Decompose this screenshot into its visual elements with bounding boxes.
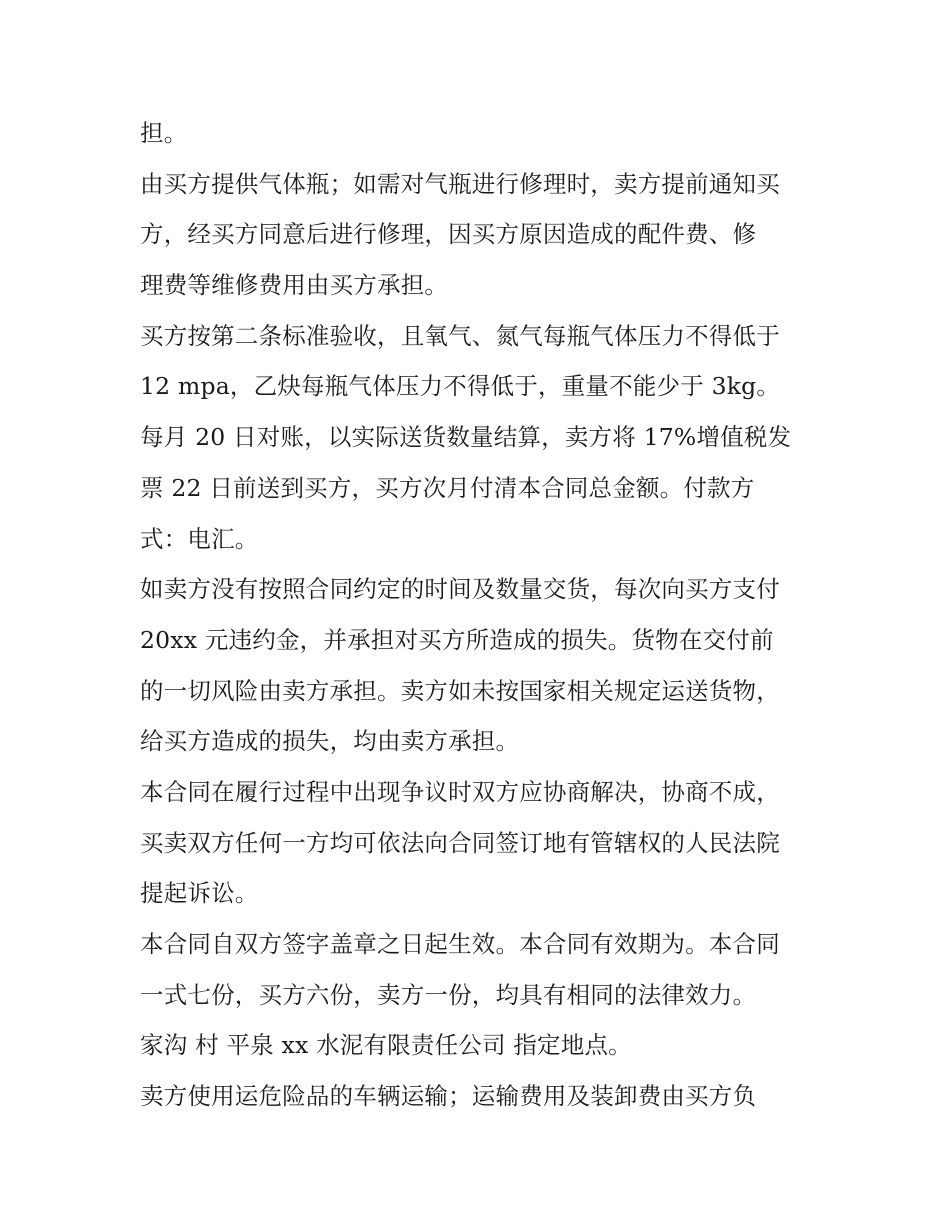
document-body [140,108,820,1122]
text-line: 给买方造成的损失，均由卖方承担。 [140,727,520,756]
text-line: 卖方使用运危险品的车辆运输；运输费用及装卸费由买方负 [140,1082,757,1111]
text-line: 20xx 元违约金，并承担对买方所造成的损失。货物在交付前 [140,625,774,654]
text-line: 的一切风险由卖方承担。卖方如未按国家相关规定运送货物， [140,676,780,705]
text-line: 如卖方没有按照合同约定的时间及数量交货，每次向买方支付 [140,575,780,604]
text-line: 买卖双方任何一方均可依法向合同签订地有管辖权的人民法院 [140,828,780,857]
text-line: 提起诉讼。 [140,879,259,908]
text-line: 方，经买方同意后进行修理，因买方原因造成的配件费、修 [140,220,757,249]
text-line: 理费等维修费用由买方承担。 [140,271,449,300]
text-line: 担。 [140,119,188,147]
text-line: 买方按第二条标准验收，且氧气、氮气每瓶气体压力不得低于 [140,321,780,350]
text-line: 本合同在履行过程中出现争议时双方应协商解决，协商不成， [140,777,780,806]
text-line: 式：电汇。 [140,524,259,553]
text-line: 12 mpa，乙炔每瓶气体压力不得低于，重量不能少于 3kg。 [140,372,781,401]
text-line: 票 22 日前送到买方，买方次月付清本合同总金额。付款方 [140,473,755,502]
text-line: 家沟 村 平泉 xx 水泥有限责任公司 指定地点。 [140,1031,632,1060]
text-line: 由买方提供气体瓶；如需对气瓶进行修理时，卖方提前通知买 [140,169,780,198]
text-line: 每月 20 日对账，以实际送货数量结算，卖方将 17%增值税发 [140,423,792,452]
text-line: 本合同自双方签字盖章之日起生效。本合同有效期为。本合同 [140,930,780,958]
text-line: 一式七份，买方六份，卖方一份，均具有相同的法律效力。 [140,980,757,1009]
